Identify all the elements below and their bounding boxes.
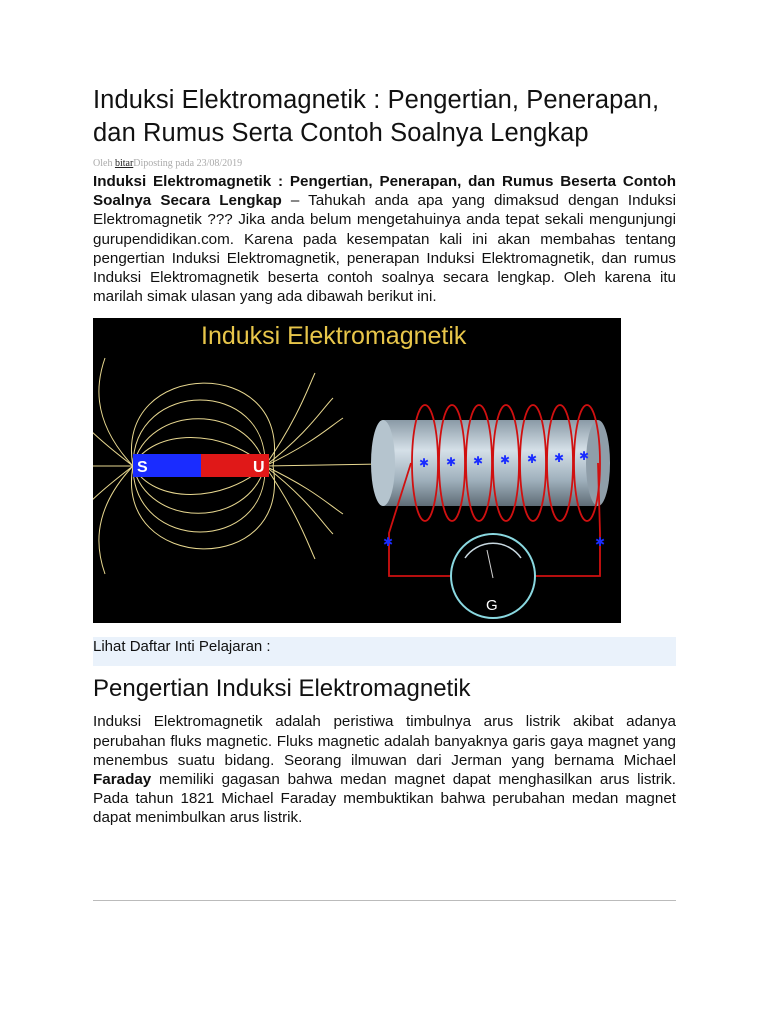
svg-text:✱: ✱ bbox=[500, 453, 511, 468]
intro-bold: Induksi Elektromagnetik : Pengertian, Penerapan, dan Rumus Beserta Contoh Soalnya Secara Lengkap bbox=[93, 173, 676, 210]
toc-label[interactable]: Lihat Daftar Inti Pelajaran : bbox=[93, 638, 271, 656]
post-meta bbox=[93, 158, 676, 170]
intro-text: – Tahukah anda apa yang dimaksud dengan Induksi Elektromagnetik ??? Jika anda belum mengetahuinya anda tepat sekali mengunjungi gurupendidikan.com. Karena pada kesempatan kali ini akan membahas tentang pengertian Induksi Elektromagnetik, penerapan Induksi Elektromagnetik, dan rumus Induksi Elektromagnetik beserta contoh soalnya secara lengkap. Oleh karena itu marilah simak ulasan yang ada dibawah berikut ini. bbox=[93, 192, 676, 306]
figure-title: Induksi Elektromagnetik bbox=[201, 322, 467, 351]
author-link[interactable]: bitar bbox=[114, 158, 134, 169]
magnet-north-label: U bbox=[253, 459, 265, 477]
svg-text:✱: ✱ bbox=[527, 452, 538, 467]
section-text-before: Induksi Elektromagnetik adalah peristiwa timbulnya arus listrik akibat adanya perubahan fluks magnetic. Fluks magnetic adalah banyaknya garis gaya magnet yang menembus suatu bidang. Seorang ilmuwan dari Jerman yang bernama Michael bbox=[93, 713, 676, 769]
galvanometer-label: G bbox=[486, 597, 498, 615]
section-paragraph bbox=[93, 712, 676, 827]
svg-text:✱: ✱ bbox=[383, 535, 394, 550]
meta-prefix: Oleh bbox=[93, 158, 115, 169]
svg-text:✱: ✱ bbox=[473, 454, 484, 469]
svg-text:✱: ✱ bbox=[595, 535, 606, 550]
faraday-bold: Faraday bbox=[93, 771, 152, 789]
svg-text:✱: ✱ bbox=[579, 449, 590, 464]
section-heading: Pengertian Induksi Elektromagnetik bbox=[93, 675, 471, 703]
divider bbox=[93, 900, 676, 901]
svg-text:✱: ✱ bbox=[419, 456, 430, 471]
svg-text:✱: ✱ bbox=[446, 455, 457, 470]
galvanometer bbox=[451, 534, 535, 618]
intro-paragraph bbox=[93, 172, 676, 306]
article bbox=[93, 84, 676, 843]
induction-figure bbox=[93, 318, 621, 623]
section-text-after: memiliki gagasan bahwa medan magnet dapat menghasilkan arus listrik. Pada tahun 1821 Michael Faraday membuktikan bahwa perubahan medan magnet dapat menimbulkan arus listrik. bbox=[93, 771, 676, 827]
svg-text:✱: ✱ bbox=[554, 451, 565, 466]
magnet-south-label: S bbox=[137, 459, 148, 477]
post-date: Diposting pada 23/08/2019 bbox=[133, 158, 243, 169]
article-title: Induksi Elektromagnetik : Pengertian, Penerapan, dan Rumus Serta Contoh Soalnya Lengkap bbox=[93, 86, 660, 147]
toc-box[interactable] bbox=[93, 637, 676, 666]
